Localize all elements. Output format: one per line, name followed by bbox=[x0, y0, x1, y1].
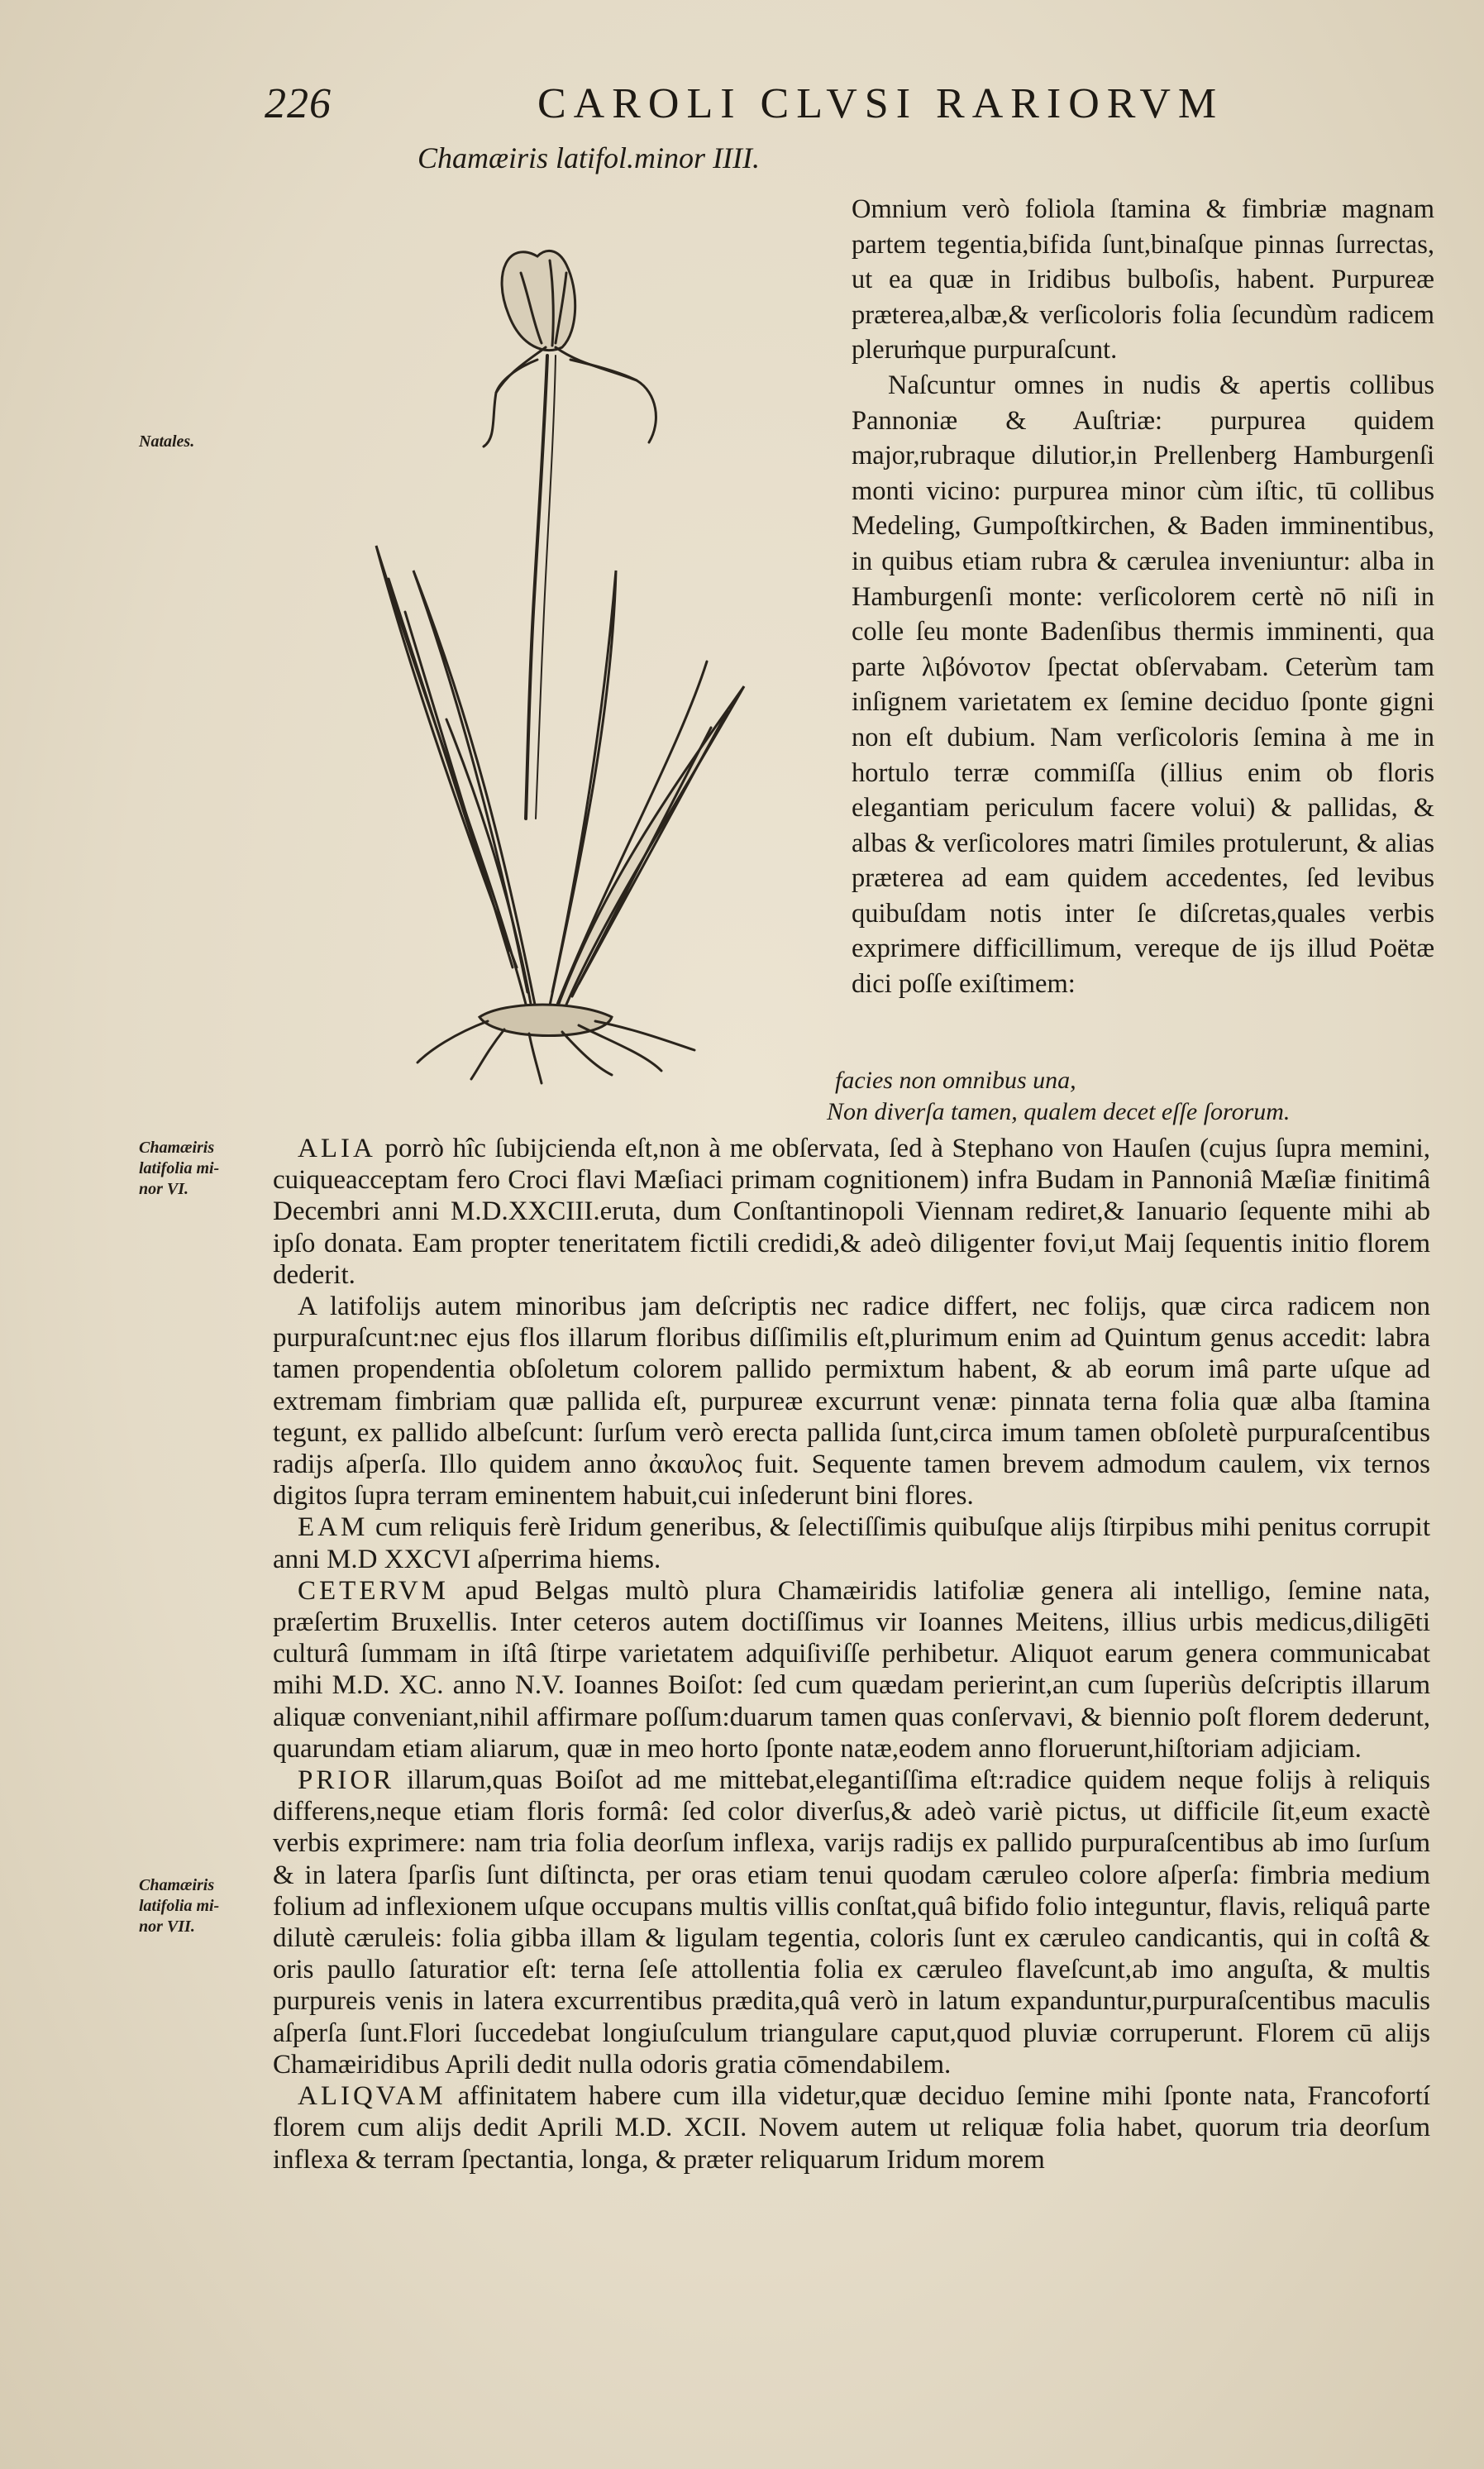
main-paragraph: ALIA porrò hîc ſubijcienda eſt,non à me obſervata, ſed à Stephano von Hauſen (cujus ſupra memini, cuiqueacceptam fero Croci flavi Mæſiaci primam cognitionem) infra Budam in Pannoniâ Mæſiæ finitimâ Decembri anni M.D.XXCIII.eruta, dum Conſtantinopoli Viennam rediret,& Ianuario ſequente mihi ab ipſo donata. Eam propter teneritatem fictili credidi,& adeò diligenter fovi,ut Maij ſequentis initio florem dederit. bbox=[273, 1134, 1430, 1290]
right-column-text bbox=[852, 192, 1434, 1002]
main-paragraph: A latifolijs autem minoribus jam deſcriptis nec radice differt, nec folijs, quæ circa radicem non purpuraſcunt:nec ejus flos illarum floribus diſſimilis eſt,plurimum enim ad Quintum genus accedit: labra tamen propendentia obſoletum colorem pallido permixtum habent, & ab eorum imâ parte uſque ad extremam fimbriam quæ pallida eſt, purpureæ excurrunt venæ: pinnata terna folia quæ alba ſtamina tegunt, ex pallido albeſcunt: ſurſum verò erecta pallida ſunt,circa imum tamen obſoletè purpuraſcentibus radijs aſperſa. Illo quidem anno ἀκαυλος fuit. Sequente tamen brevem admodum caulem, vix ternos digitos ſupra terram eminentem habuit,cui inſederunt bini flores. bbox=[273, 1292, 1430, 1511]
right-column-paragraph: Naſcuntur omnes in nudis & apertis collibus Pannoniæ & Auſtriæ: purpurea quidem major,rubraque dilutior,in Prellenberg Hamburgenſi monti vicino: purpurea minor cùm iſtic, tū collibus Medeling, Gumpoſtkirchen, & Baden imminentibus, in quibus etiam rubra & cærulea inveniuntur: alba in Hamburgenſi monte: verſicolorem certè nō niſi in colle ſeu monte Badenſibus thermis imminenti, qua parte λιβόνοτον ſpectat obſervabam. Ceterùm tam inſignem varietatem ex ſemine deciduo ſponte gigni non eſt dubium. Nam verſicoloris ſemina à me in hortulo terræ commiſſa (illius enim ob floris elegantiam periculum facere volui) & pallidas, & albas & verſicolores matri ſimiles protulerunt, & alias præterea ad eam quidem accedentes, ſed levibus quibuſdam notis inter ſe diſcretas,quales verbis exprimere difficillimum, vereque de ijs illud Poëtæ dici poſſe exiſtimem: bbox=[852, 370, 1434, 1000]
iris-woodcut-illustration bbox=[331, 223, 777, 1087]
main-paragraph: EAM cum reliquis ferè Iridum generibus, & ſelectiſſimis quibuſque alijs ſtirpibus mihi penitus corrupit anni M.D XXCVI aſperrima hiems. bbox=[273, 1512, 1430, 1574]
page-number: 226 bbox=[265, 80, 332, 127]
main-paragraph: CETERVM apud Belgas multò plura Chamæiridis latifoliæ genera ali intelligo, ſemine nata, præſertim Bruxellis. Inter ceteros autem doctiſſimus vir Ioannes Meitens, illius urbis medicus,diligēti culturâ ſummam in iſtâ ſtirpe varietatem adquiſiviſſe perhibetur. Aliquot earum genera communicabat mihi M.D. XC. anno N.V. Ioannes Boiſot: ſed cum quædam perierint,an cum ſuperiùs deſcriptis illarum aliquæ conveniant,nihil affirmare poſſum:duarum tamen quas conſervavi, & biennio poſt florem dederunt, quarundam etiam aliarum, quæ in meo horto ſponte natæ,eodem anno floruerunt,hiſtoriam adjiciam. bbox=[273, 1575, 1430, 1764]
right-column-paragraph: Omnium verò foliola ſtamina & fimbriæ magnam partem tegentia,bifida ſunt,binaſque pinnas ſurrectas, ut ea quæ in Iridibus bulboſis, habent. Purpureæ præterea,albæ,& verſicoloris folia ſecundùm radicem pleruṁque purpuraſcunt. bbox=[852, 194, 1434, 365]
margin-note-species-vi: Chamæiris latifolia mi- nor VI. bbox=[139, 1139, 220, 1198]
running-header bbox=[265, 79, 1422, 137]
main-text-block bbox=[273, 1133, 1430, 2175]
margin-note-natales: Natales. bbox=[139, 432, 195, 451]
margin-note-species-vii: Chamæiris latifolia mi- nor VII. bbox=[139, 1876, 220, 1936]
main-paragraph: ALIQVAM affinitatem habere cum illa videtur,quæ deciduo ſemine mihi ſponte nata, Francofortí florem cum alijs dedit Aprili M.D. XCII. Novem autem ut reliquæ folia habet, quorum tria deorſum inflexa & terram ſpectantia, longa, & præter reliquarum Iridum morem bbox=[273, 2081, 1430, 2175]
verse-line: facies non omnibus una, bbox=[835, 1067, 1076, 1094]
main-paragraph: PRIOR illarum,quas Boiſot ad me mittebat,elegantiſſima eſt:radice quidem neque folijs à reliquis differens,neque etiam floris formâ: ſed color diverſus,& adeò variè pictus, ut difficile ſit,eum exactè verbis exprimere: nam tria folia deorſum inflexa, varijs radijs ex pallido purpuraſcentibus ab imo ſurſum & in latera ſparſis ſunt diſtincta, per oras etiam tenui quodam cæruleo colore aſperſa: fimbria medium folium ad inflexionem uſque occupans multis villis conſtat,quâ bifido folio integuntur, flavis, reliquâ parte dilutè cæruleis: folia gibba illam & ligulam tegentia, coloris ſunt ex cæruleo candicantis, qui in coſtâ & oris paullo ſaturatior eſt: terna ſeſe attollentia folia ex cæruleo flaveſcunt,ab imo anguſta, & multis purpureis venis in latera excurrentibus prædita,quâ verò in latum expanduntur,purpuraſcentibus maculis aſperſa ſunt.Flori ſuccedebat longiuſculum triangulare caput,quod pluviæ corruperunt. Florem cū alijs Chamæiridibus Aprili dedit nulla odoris gratia cōmendabilem. bbox=[273, 1765, 1430, 2080]
figure-caption: Chamæiris latifol.minor IIII. bbox=[418, 141, 761, 174]
running-title: CAROLI CLVSI RARIORVM bbox=[537, 80, 1224, 127]
verse-line: Non diverſa tamen, qualem decet eſſe ſororum. bbox=[827, 1098, 1291, 1125]
